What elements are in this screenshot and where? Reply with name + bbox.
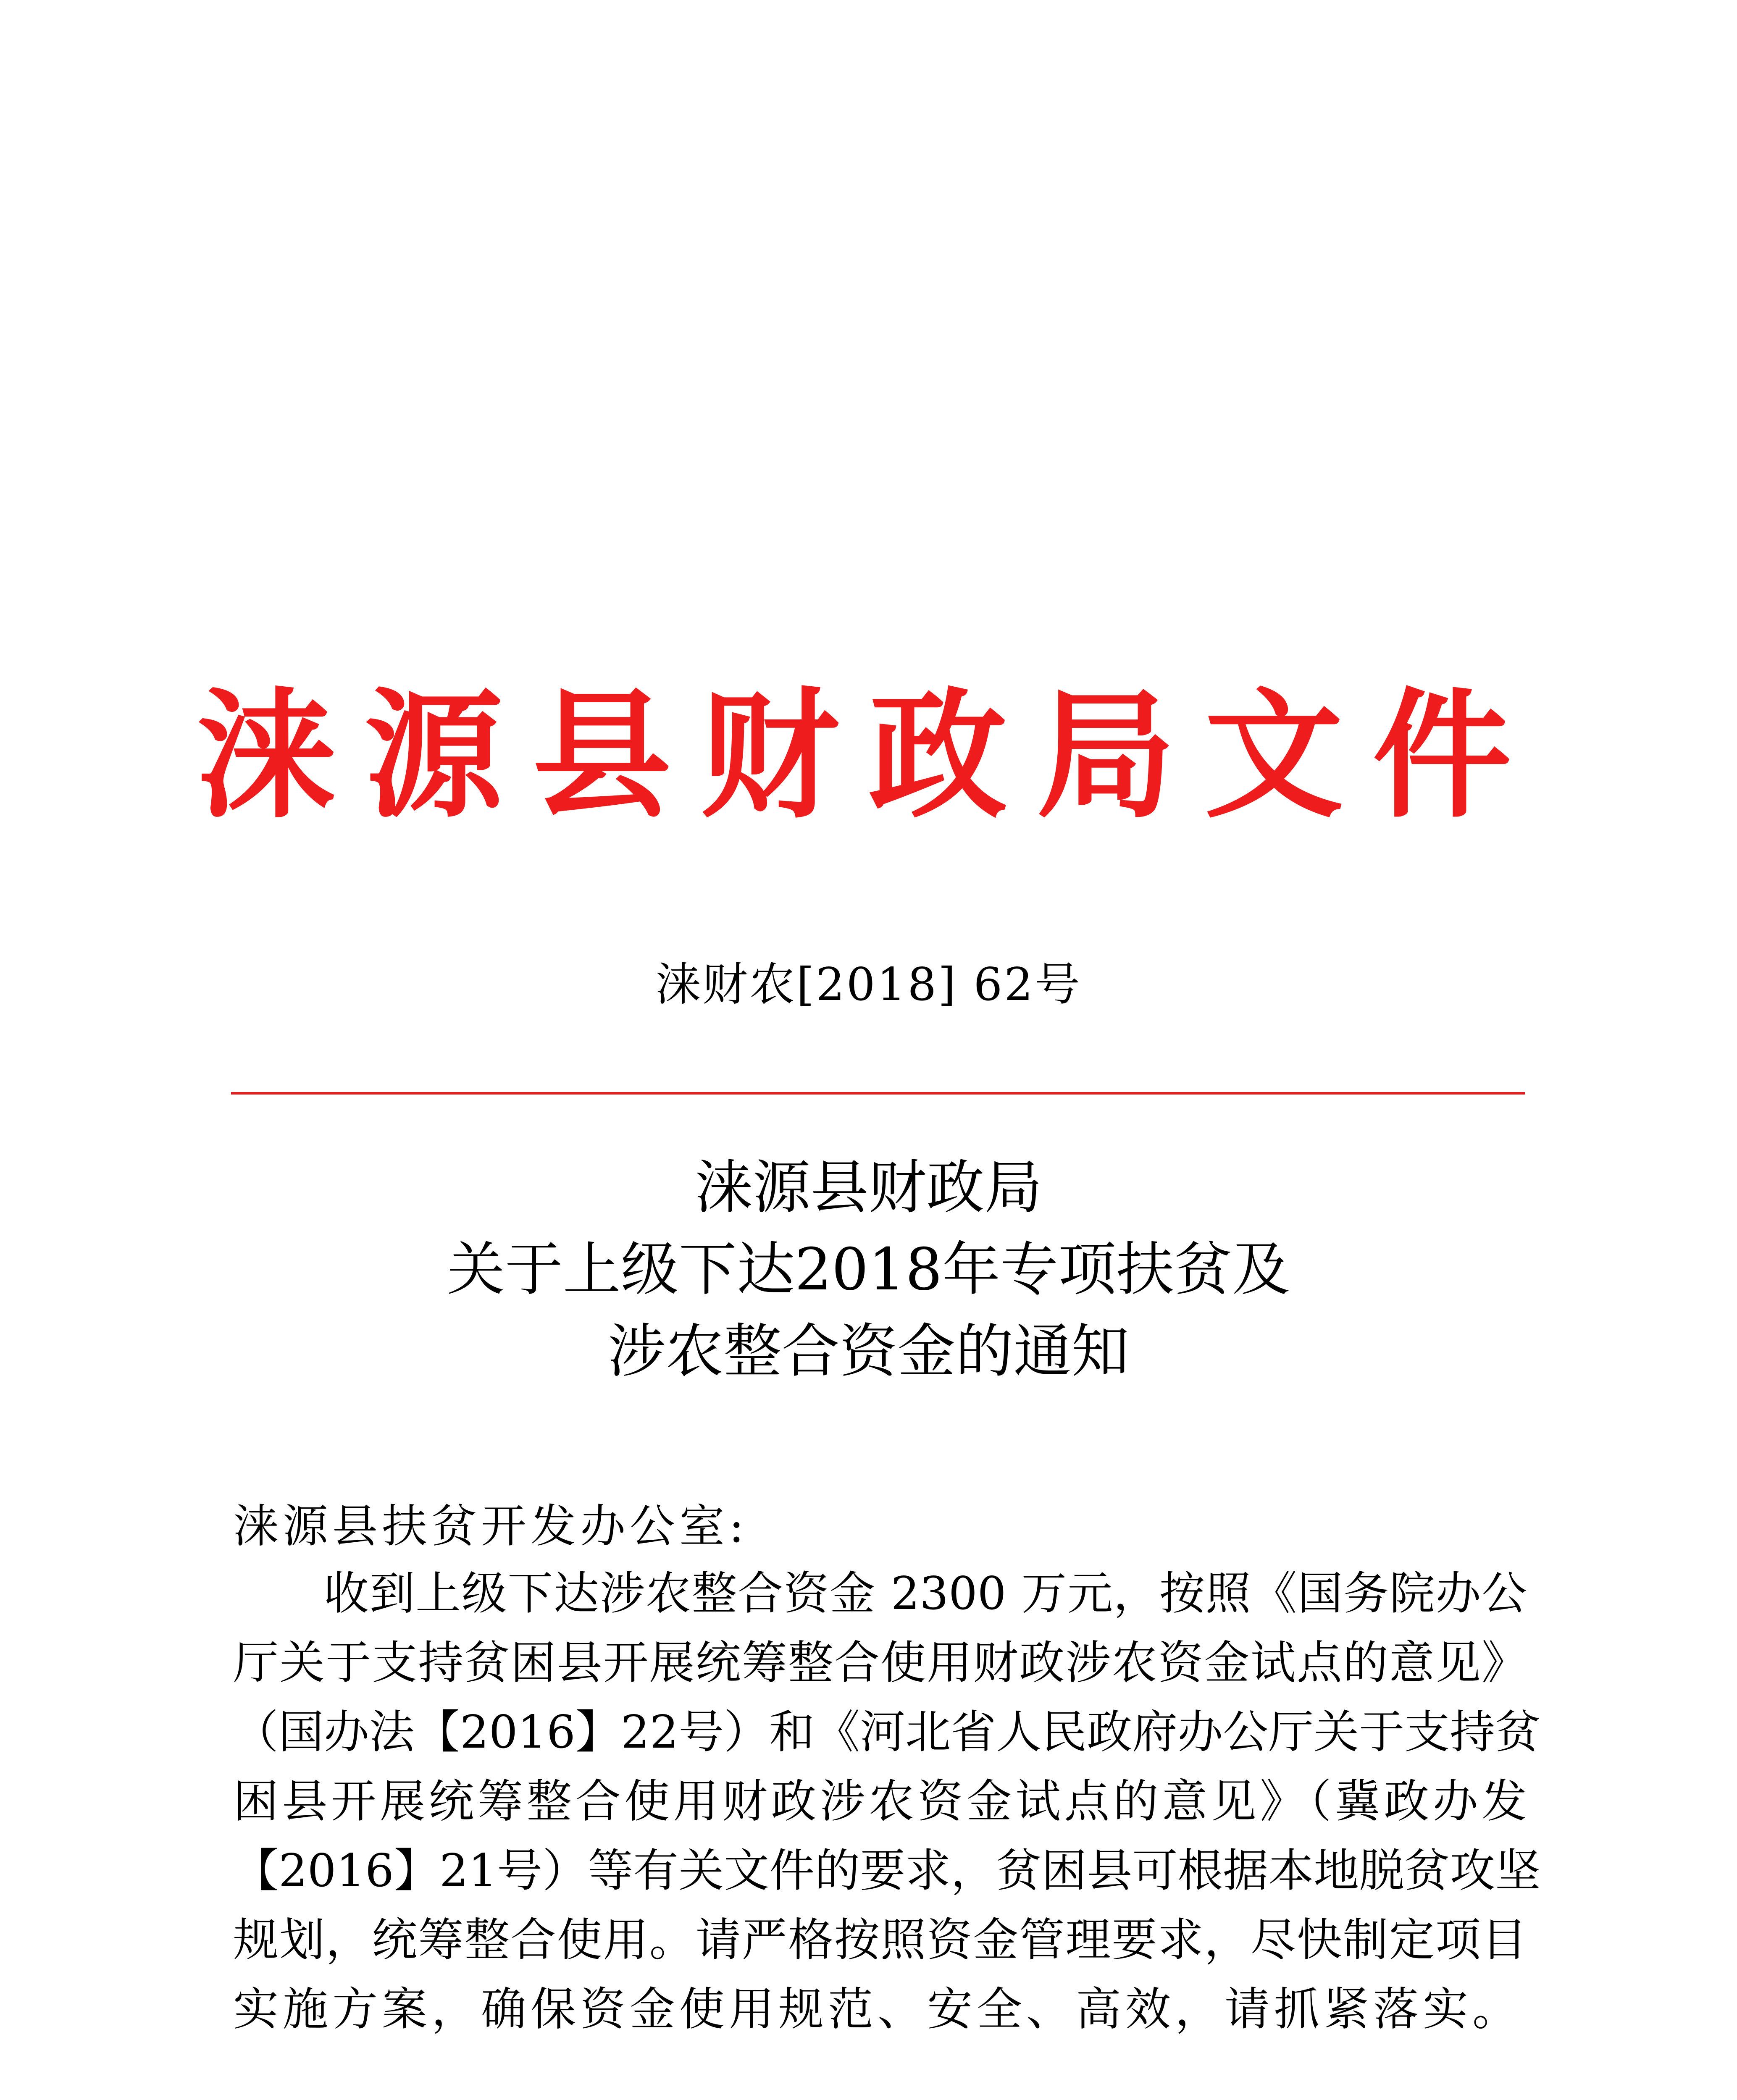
body-line: 厅关于支持贫困县开展统筹整合使用财政涉农资金试点的意见》 (233, 1637, 1527, 1689)
title-line-subject: 关于上级下达2018年专项扶贫及 (447, 1236, 1290, 1303)
body-line: 规划，统筹整合使用。请严格按照资金管理要求，尽快制定项目 (233, 1914, 1527, 1966)
body-line: 【2016】21号）等有关文件的要求，贫困县可根据本地脱贫攻坚 (233, 1845, 1541, 1897)
document-number: 涞财农[2018] 62号 (655, 958, 1082, 1011)
masthead-title: 涞源县财政局文件 (196, 675, 1541, 837)
body-paragraph (233, 1562, 1541, 2048)
addressee: 涞源县扶贫开发办公室: (233, 1500, 749, 1553)
title-line-issuer: 涞源县财政局 (694, 1154, 1043, 1221)
body-line: （国办法【2016】22号）和《河北省人民政府办公厅关于支持贫 (233, 1706, 1541, 1759)
notice-title (0, 1147, 1737, 1392)
body-line: 实施方案，确保资金使用规范、安全、高效，请抓紧落实。 (233, 1983, 1522, 2036)
body-line: 收到上级下达涉农整合资金 2300 万元，按照《国务院办公 (323, 1567, 1527, 1620)
title-line-notice: 涉农整合资金的通知 (607, 1318, 1130, 1385)
red-divider-line (231, 1092, 1525, 1095)
body-line: 困县开展统筹整合使用财政涉农资金试点的意见》（冀政办发 (233, 1775, 1527, 1828)
